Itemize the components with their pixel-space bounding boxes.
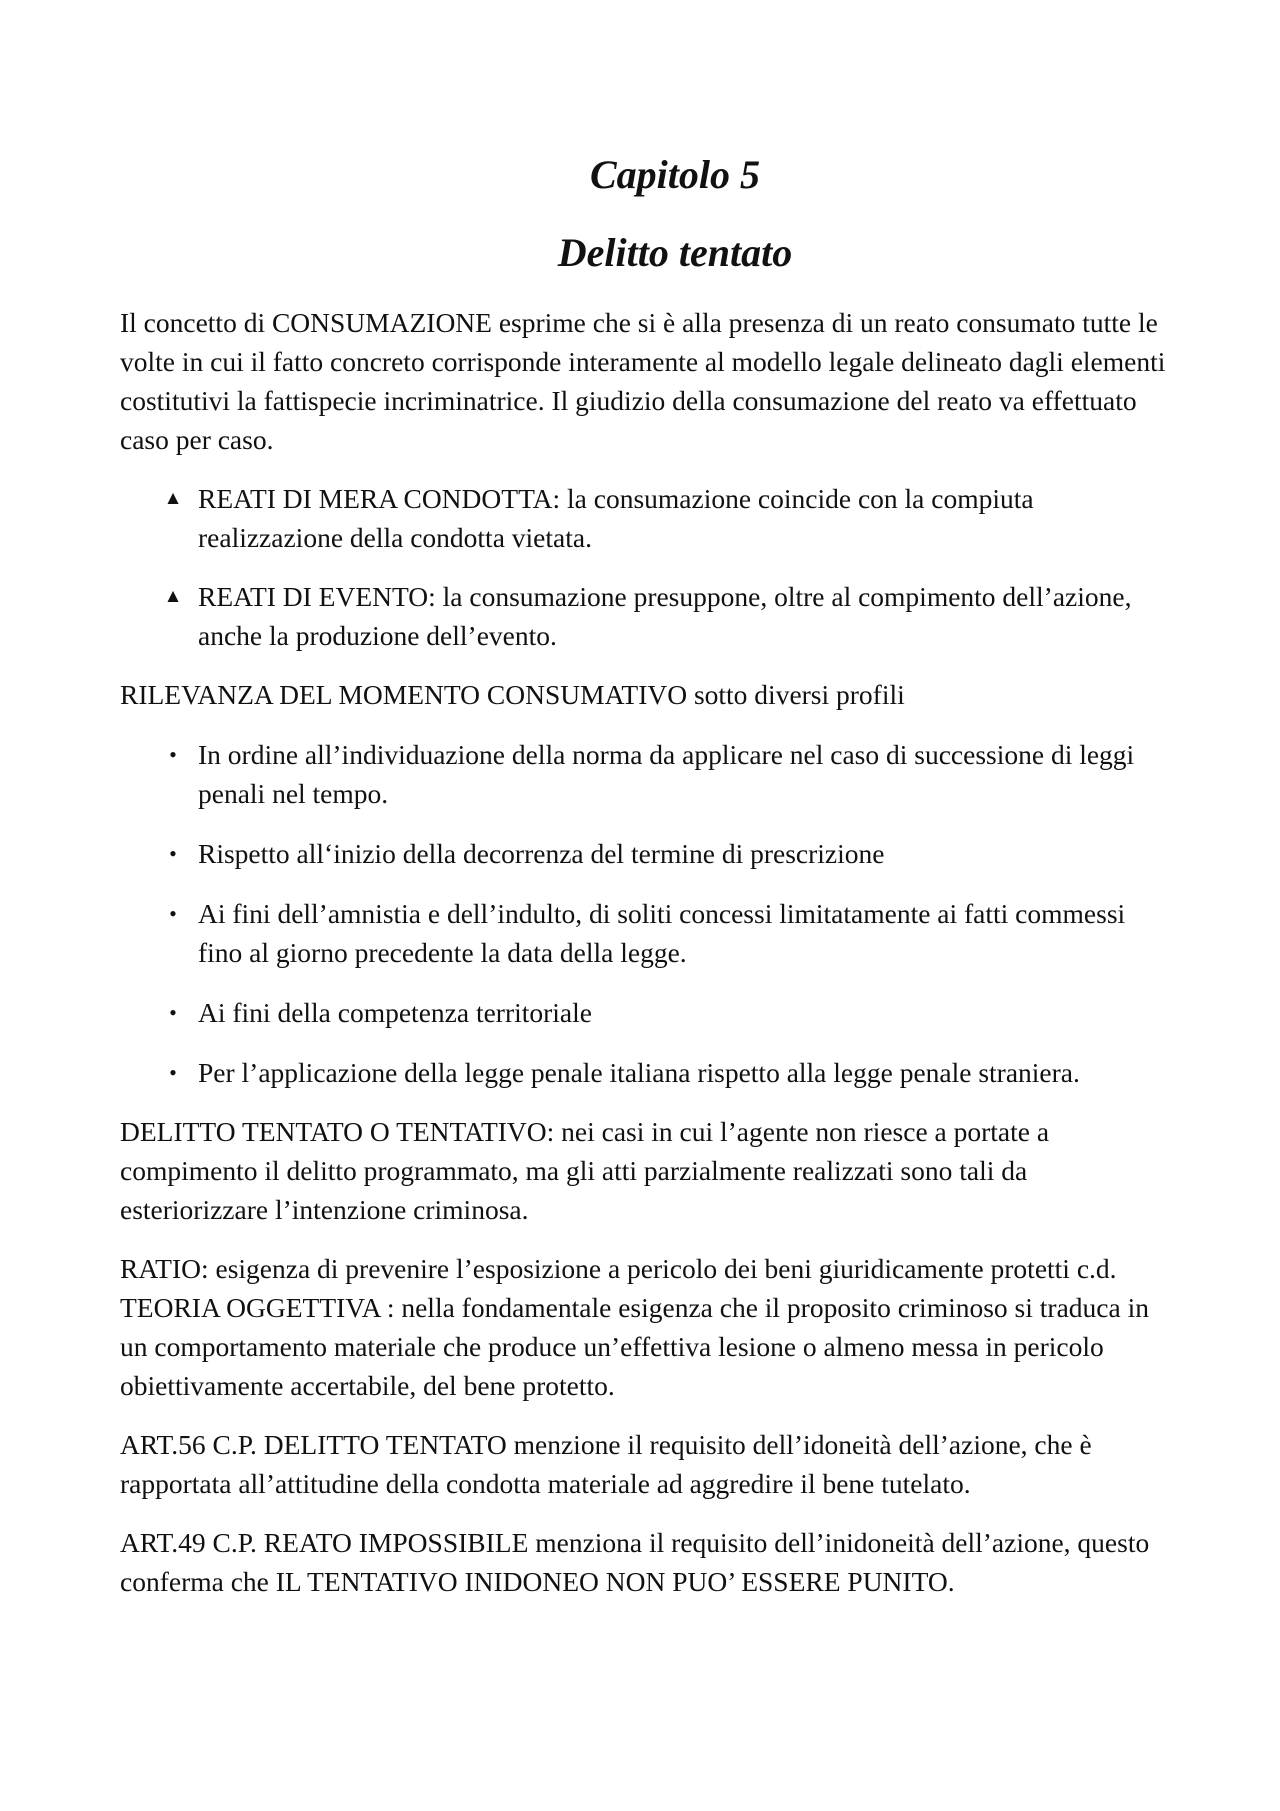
list-item-text: REATI DI EVENTO: la consumazione presuppone, oltre al compimento dell’azione, anche la produzione dell’evento. — [198, 581, 1132, 651]
dot-bullet-icon: • — [169, 901, 177, 926]
list-item — [120, 993, 1170, 1032]
list-item — [120, 834, 1170, 873]
dot-bullet-icon: • — [169, 742, 177, 767]
triangle-bullet-icon: ▲ — [163, 586, 183, 607]
art56-paragraph: ART.56 C.P. DELITTO TENTATO menzione il requisito dell’idoneità dell’azione, che è rapportata all’attitudine della condotta materiale ad aggredire il bene tutelato. — [120, 1429, 1092, 1499]
list-item-text: Ai fini della competenza territoriale — [198, 997, 592, 1028]
dot-bullet-icon: • — [169, 841, 177, 866]
list-item — [120, 479, 1170, 557]
document-page — [120, 145, 1170, 1601]
dot-bullet-icon: • — [169, 1060, 177, 1085]
art49-paragraph: ART.49 C.P. REATO IMPOSSIBILE menziona il requisito dell’inidoneità dell’azione, questo conferma che IL TENTATIVO INIDONEO NON PUO’ ESSERE PUNITO. — [120, 1527, 1150, 1597]
delitto-tentato-paragraph: DELITTO TENTATO O TENTATIVO: nei casi in cui l’agente non riesce a portate a compimento il delitto programmato, ma gli atti parzialmente realizzati sono tali da esteriorizzare l’intenzione criminosa. — [120, 1116, 1050, 1225]
chapter-heading: Capitolo 5 — [589, 152, 761, 197]
list-item — [120, 894, 1170, 972]
list-item — [120, 735, 1170, 813]
rilevanza-list — [120, 735, 1170, 1092]
intro-paragraph: Il concetto di CONSUMAZIONE esprime che si è alla presenza di un reato consumato tutte le volte in cui il fatto concreto corrisponde interamente al modello legale delineato dagli elementi costitutivi la fattispecie incriminatrice. Il giudizio della consumazione del reato va effettuato caso per caso. — [120, 307, 1166, 455]
ratio-paragraph: RATIO: esigenza di prevenire l’esposizione a pericolo dei beni giuridicamente protetti c.d. TEORIA OGGETTIVA : nella fondamentale esigenza che il proposito criminoso si traduca in un comportamento materiale che produce un’effettiva lesione o almeno messa in pericolo obiettivamente accertabile, del bene protetto. — [120, 1253, 1149, 1401]
dot-bullet-icon: • — [169, 1000, 177, 1025]
rilevanza-title: RILEVANZA DEL MOMENTO CONSUMATIVO sotto diversi profili — [120, 679, 905, 710]
list-item — [120, 577, 1170, 655]
list-item-text: Rispetto all‘inizio della decorrenza del termine di prescrizione — [198, 838, 885, 869]
reati-list — [120, 479, 1170, 655]
list-item-text: Per l’applicazione della legge penale italiana rispetto alla legge penale straniera. — [198, 1057, 1080, 1088]
list-item-text: REATI DI MERA CONDOTTA: la consumazione coincide con la compiuta realizzazione della condotta vietata. — [198, 483, 1034, 553]
triangle-bullet-icon: ▲ — [163, 488, 183, 509]
list-item-text: In ordine all’individuazione della norma da applicare nel caso di successione di leggi penali nel tempo. — [198, 739, 1135, 809]
list-item-text: Ai fini dell’amnistia e dell’indulto, di soliti concessi limitatamente ai fatti commessi fino al giorno precedente la data della legge. — [198, 898, 1126, 968]
list-item — [120, 1053, 1170, 1092]
section-title: Delitto tentato — [557, 230, 793, 275]
